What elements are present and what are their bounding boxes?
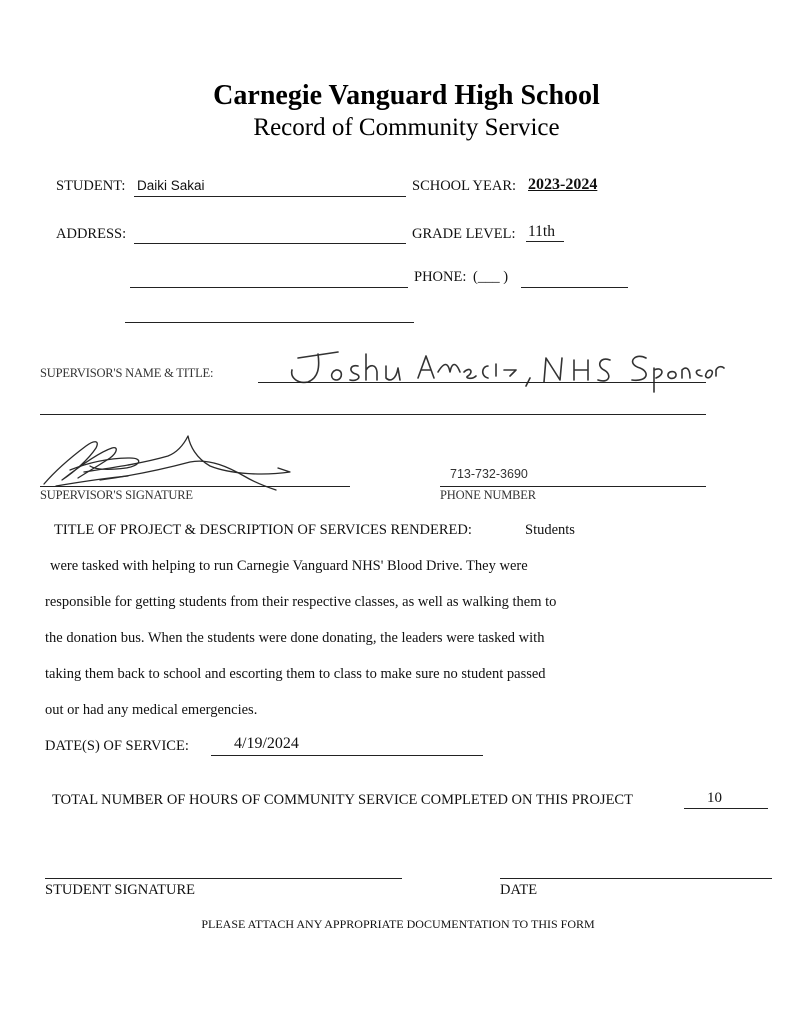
student-name-field[interactable]: Daiki Sakai: [137, 178, 205, 193]
supervisor-phone-field[interactable]: 713-732-3690: [450, 467, 528, 481]
student-signature-label: STUDENT SIGNATURE: [45, 882, 195, 898]
supervisor-signature-label: SUPERVISOR'S SIGNATURE: [40, 488, 193, 502]
project-description-line[interactable]: taking them back to school and escorting them to class to make sure no student passed: [45, 666, 546, 682]
total-hours-label: TOTAL NUMBER OF HOURS OF COMMUNITY SERVICE COMPLETED ON THIS PROJECT: [52, 792, 633, 808]
project-description-line[interactable]: out or had any medical emergencies.: [45, 702, 258, 718]
form-title: Record of Community Service: [253, 114, 560, 141]
supervisor-name-label: SUPERVISOR'S NAME & TITLE:: [40, 366, 214, 380]
dates-of-service-field[interactable]: 4/19/2024: [234, 735, 299, 752]
project-label: TITLE OF PROJECT & DESCRIPTION OF SERVICES RENDERED:: [54, 522, 472, 538]
dates-of-service-label: DATE(S) OF SERVICE:: [45, 738, 189, 754]
supervisor-signature-line[interactable]: [40, 486, 350, 487]
school-name: Carnegie Vanguard High School: [213, 80, 600, 111]
project-description-line[interactable]: were tasked with helping to run Carnegie Vanguard NHS' Blood Drive. They were: [50, 558, 528, 574]
grade-level-label: GRADE LEVEL:: [412, 226, 516, 242]
project-description-line[interactable]: Students: [525, 522, 575, 538]
project-description-line[interactable]: the donation bus. When the students were done donating, the leaders were tasked with: [45, 630, 545, 646]
dates-of-service-line: [211, 755, 483, 756]
address-label: ADDRESS:: [56, 226, 127, 242]
footer-note: PLEASE ATTACH ANY APPROPRIATE DOCUMENTATION TO THIS FORM: [201, 917, 595, 931]
project-description-line[interactable]: responsible for getting students from their respective classes, as well as walking them to: [45, 594, 557, 610]
phone-label: PHONE:: [414, 269, 467, 285]
school-year-label: SCHOOL YEAR:: [412, 178, 517, 194]
date-label: DATE: [500, 882, 538, 898]
grade-level-field[interactable]: 11th: [528, 223, 555, 240]
student-signature-line[interactable]: [45, 878, 402, 879]
school-year-field[interactable]: 2023-2024: [528, 176, 598, 193]
phone-area-code[interactable]: (___ ): [473, 269, 509, 285]
supervisor-phone-line: [440, 486, 706, 487]
date-line[interactable]: [500, 878, 772, 879]
total-hours-line: [684, 808, 768, 809]
student-label: STUDENT:: [56, 178, 126, 194]
phone-number-label: PHONE NUMBER: [440, 488, 536, 502]
total-hours-field[interactable]: 10: [707, 790, 722, 806]
